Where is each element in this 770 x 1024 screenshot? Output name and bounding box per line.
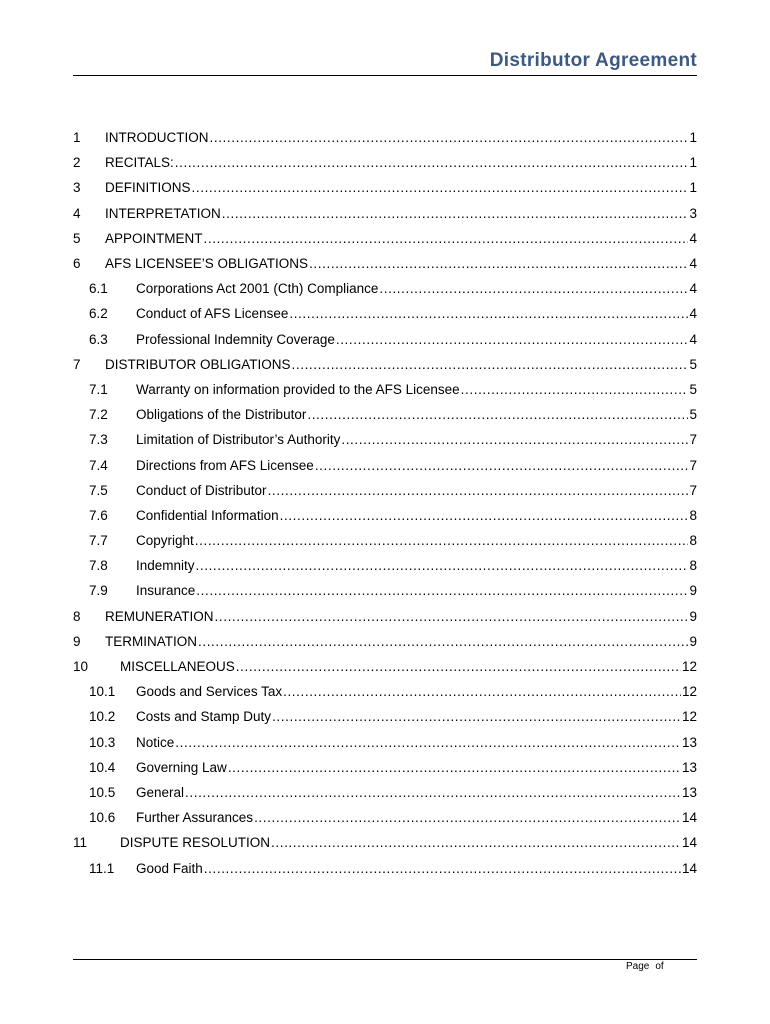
toc-entry-page: 4: [689, 331, 697, 347]
toc-entry[interactable]: [73, 755, 697, 780]
toc-entry-page: 1: [689, 155, 697, 171]
toc-entry[interactable]: [73, 402, 697, 427]
toc-entry-page: 12: [681, 684, 697, 700]
toc-entry-number: 7.5: [89, 482, 108, 498]
toc-entry[interactable]: [73, 150, 697, 175]
toc-entry-number: 7.4: [89, 457, 108, 473]
toc-dot-leader: [210, 130, 689, 145]
toc-dot-leader: [175, 155, 689, 170]
toc-entry-number: 6: [73, 256, 81, 272]
page-header-title: Distributor Agreement: [489, 50, 697, 71]
toc-entry-number: 7.2: [89, 407, 108, 423]
toc-entry-title: REMUNERATION: [105, 608, 214, 624]
toc-dot-leader: [271, 835, 681, 850]
toc-entry-title: Directions from AFS Licensee: [136, 457, 314, 473]
footer-page-label: Page: [626, 961, 650, 972]
toc-entry[interactable]: [73, 327, 697, 352]
toc-entry-title: Copyright: [136, 533, 194, 549]
toc-entry[interactable]: [73, 654, 697, 679]
page-footer: [626, 961, 670, 972]
toc-entry-number: 6.3: [89, 331, 108, 347]
toc-dot-leader: [309, 256, 688, 271]
toc-entry-number: 6.2: [89, 306, 108, 322]
toc-dot-leader: [268, 483, 689, 498]
toc-entry-number: 10.5: [89, 784, 116, 800]
toc-entry[interactable]: [73, 201, 697, 226]
toc-entry-page: 7: [689, 457, 697, 473]
toc-entry-number: 7.6: [89, 507, 108, 523]
toc-entry-number: 10.3: [89, 734, 116, 750]
toc-entry-title: Indemnity: [136, 558, 195, 574]
toc-entry[interactable]: [73, 251, 697, 276]
toc-entry-page: 9: [689, 608, 697, 624]
toc-dot-leader: [192, 180, 689, 195]
toc-entry-title: Goods and Services Tax: [136, 684, 283, 700]
toc-entry-title: DISTRIBUTOR OBLIGATIONS: [105, 356, 291, 372]
toc-entry-title: MISCELLANEOUS: [120, 659, 235, 675]
toc-entry-page: 4: [689, 256, 697, 272]
toc-dot-leader: [280, 508, 689, 523]
toc-dot-leader: [196, 558, 689, 573]
toc-entry-number: 10.4: [89, 759, 116, 775]
header-rule: [73, 75, 697, 76]
toc-entry-title: Conduct of Distributor: [136, 482, 267, 498]
toc-entry-page: 7: [689, 482, 697, 498]
toc-entry-page: 12: [681, 709, 697, 725]
toc-entry-number: 10.2: [89, 709, 116, 725]
toc-dot-leader: [292, 357, 689, 372]
toc-entry-number: 10: [73, 659, 89, 675]
toc-entry-page: 14: [681, 835, 697, 851]
toc-dot-leader: [461, 382, 689, 397]
toc-entry[interactable]: [73, 679, 697, 704]
toc-entry-number: 5: [73, 230, 81, 246]
toc-entry-title: Confidential Information: [136, 507, 279, 523]
toc-dot-leader: [254, 810, 681, 825]
toc-entry-page: 13: [681, 734, 697, 750]
toc-entry-page: 8: [689, 507, 697, 523]
toc-entry-number: 7.9: [89, 583, 108, 599]
toc-entry-number: 6.1: [89, 281, 108, 297]
toc-entry[interactable]: [73, 604, 697, 629]
toc-entry[interactable]: [73, 301, 697, 326]
toc-dot-leader: [283, 684, 681, 699]
toc-dot-leader: [336, 332, 689, 347]
toc-entry-page: 4: [689, 281, 697, 297]
toc-dot-leader: [198, 634, 688, 649]
toc-entry-title: DEFINITIONS: [105, 180, 191, 196]
toc-entry-title: RECITALS:: [105, 155, 174, 171]
toc-dot-leader: [289, 306, 688, 321]
toc-entry[interactable]: [73, 276, 697, 301]
toc-dot-leader: [307, 407, 688, 422]
toc-entry-number: 7.8: [89, 558, 108, 574]
toc-entry[interactable]: [73, 830, 697, 855]
toc-entry-page: 14: [681, 860, 697, 876]
toc-entry-title: Good Faith: [136, 860, 203, 876]
toc-dot-leader: [204, 861, 681, 876]
toc-dot-leader: [228, 760, 681, 775]
toc-entry-number: 4: [73, 205, 81, 221]
toc-entry-number: 3: [73, 180, 81, 196]
toc-entry-page: 12: [681, 659, 697, 675]
toc-dot-leader: [272, 709, 681, 724]
toc-entry-title: Professional Indemnity Coverage: [136, 331, 335, 347]
toc-entry-number: 7: [73, 356, 81, 372]
toc-entry-number: 7.3: [89, 432, 108, 448]
toc-entry-title: Notice: [136, 734, 175, 750]
toc-entry[interactable]: [73, 503, 697, 528]
toc-entry-page: 4: [689, 230, 697, 246]
toc-dot-leader: [196, 583, 688, 598]
toc-dot-leader: [379, 281, 688, 296]
toc-dot-leader: [185, 785, 681, 800]
toc-entry-page: 5: [689, 356, 697, 372]
toc-entry-title: Corporations Act 2001 (Cth) Compliance: [136, 281, 379, 297]
toc-entry-title: APPOINTMENT: [105, 230, 203, 246]
toc-dot-leader: [204, 231, 689, 246]
toc-entry-number: 10.6: [89, 810, 116, 826]
toc-entry-title: General: [136, 784, 185, 800]
toc-entry-number: 9: [73, 633, 81, 649]
toc-entry-page: 14: [681, 810, 697, 826]
toc-entry-number: 11.1: [89, 860, 115, 876]
toc-dot-leader: [195, 533, 689, 548]
toc-entry-page: 9: [689, 633, 697, 649]
toc-entry[interactable]: [73, 452, 697, 477]
toc-entry[interactable]: [73, 478, 697, 503]
toc-entry-page: 5: [689, 407, 697, 423]
toc-entry-title: Obligations of the Distributor: [136, 407, 307, 423]
toc-entry-title: Governing Law: [136, 759, 227, 775]
toc-dot-leader: [222, 206, 689, 221]
toc-entry[interactable]: [73, 730, 697, 755]
toc-dot-leader: [236, 659, 681, 674]
toc-entry-page: 8: [689, 558, 697, 574]
toc-entry[interactable]: [73, 427, 697, 452]
toc-entry-title: Insurance: [136, 583, 196, 599]
toc-entry-number: 8: [73, 608, 81, 624]
toc-entry[interactable]: [73, 352, 697, 377]
toc-entry-title: Costs and Stamp Duty: [136, 709, 272, 725]
toc-dot-leader: [175, 735, 681, 750]
toc-entry-number: 1: [73, 130, 81, 146]
toc-entry-page: 13: [681, 759, 697, 775]
toc-dot-leader: [215, 609, 689, 624]
toc-entry[interactable]: [73, 528, 697, 553]
toc-dot-leader: [341, 432, 688, 447]
toc-entry-number: 11: [73, 835, 88, 851]
toc-entry[interactable]: [73, 578, 697, 603]
toc-entry-page: 8: [689, 533, 697, 549]
toc-entry-title: INTERPRETATION: [105, 205, 221, 221]
toc-entry[interactable]: [73, 377, 697, 402]
toc-entry[interactable]: [73, 175, 697, 200]
toc-entry[interactable]: [73, 553, 697, 578]
toc-entry[interactable]: [73, 704, 697, 729]
toc-entry-page: 9: [689, 583, 697, 599]
toc-entry-title: Further Assurances: [136, 810, 254, 826]
toc-entry-title: TERMINATION: [105, 633, 197, 649]
toc-entry-page: 3: [689, 205, 697, 221]
toc-dot-leader: [315, 458, 689, 473]
table-of-contents: [73, 125, 697, 881]
toc-entry-title: AFS LICENSEE’S OBLIGATIONS: [105, 256, 309, 272]
toc-entry-page: 4: [689, 306, 697, 322]
toc-entry-number: 2: [73, 155, 81, 171]
toc-entry-number: 7.1: [89, 381, 108, 397]
toc-entry[interactable]: [73, 805, 697, 830]
toc-entry[interactable]: [73, 780, 697, 805]
toc-entry[interactable]: [73, 226, 697, 251]
toc-entry-number: 7.7: [89, 533, 108, 549]
toc-entry-title: Warranty on information provided to the AFS Licensee: [136, 381, 460, 397]
toc-entry-title: DISPUTE RESOLUTION: [120, 835, 271, 851]
toc-entry-page: 13: [681, 784, 697, 800]
toc-entry-title: Limitation of Distributor’s Authority: [136, 432, 341, 448]
toc-entry-page: 5: [689, 381, 697, 397]
toc-entry[interactable]: [73, 855, 697, 880]
toc-entry[interactable]: [73, 629, 697, 654]
footer-rule: [73, 959, 697, 960]
toc-entry-title: Conduct of AFS Licensee: [136, 306, 289, 322]
toc-entry-page: 1: [689, 130, 697, 146]
toc-entry-title: INTRODUCTION: [105, 130, 209, 146]
footer-of-label: of: [655, 961, 664, 972]
toc-entry-page: 7: [689, 432, 697, 448]
toc-entry-number: 10.1: [89, 684, 116, 700]
toc-entry[interactable]: [73, 125, 697, 150]
toc-entry-page: 1: [689, 180, 697, 196]
